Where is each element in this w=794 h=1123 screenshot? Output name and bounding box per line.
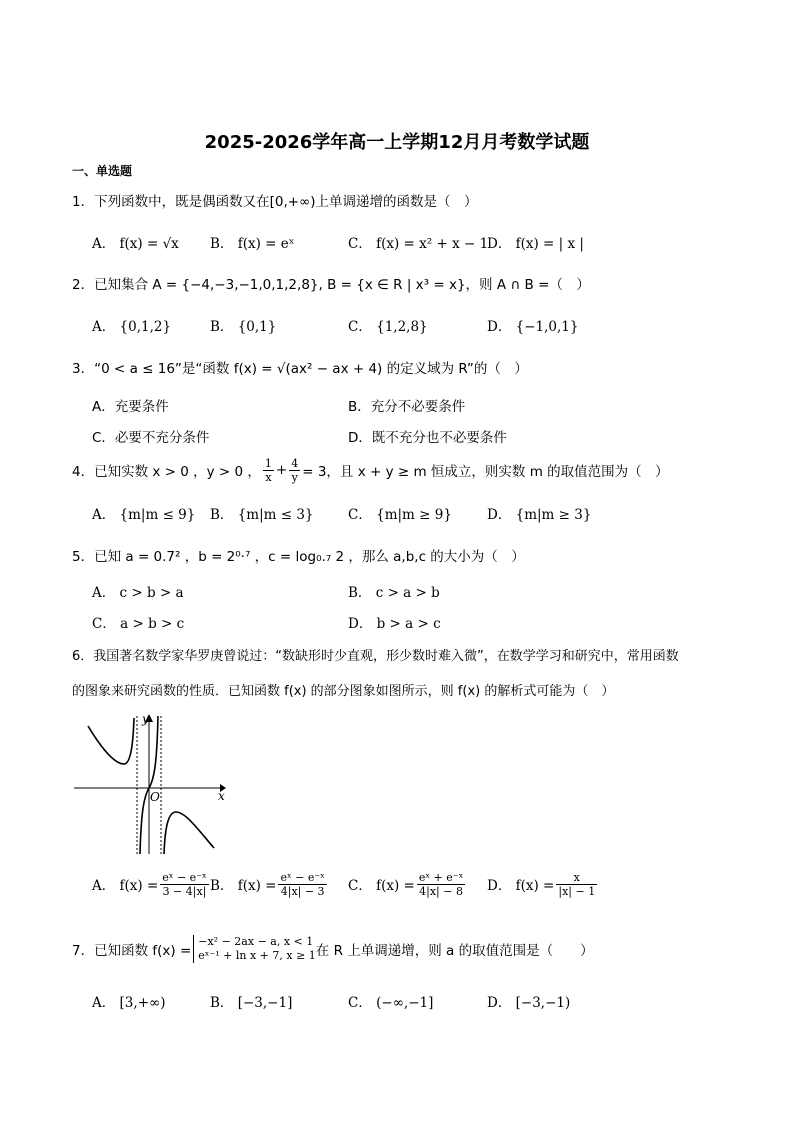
q4-option-a: A． {m|m ≤ 9} (92, 507, 196, 523)
question-6-line-2: 的图象来研究函数的性质．已知函数 f(x) 的部分图象如图所示，则 f(x) 的解析式可能为（ ） (72, 684, 615, 699)
x-axis-label: x (218, 789, 225, 803)
q1-option-b: B． f(x) = eˣ (210, 236, 295, 252)
q6-option-b-den: 4|x| − 3 (280, 884, 325, 898)
origin-label: O (150, 790, 160, 804)
q6-option-c-den: 4|x| − 8 (419, 884, 463, 898)
q6-option-d-num: x (556, 871, 597, 885)
q5-option-c: C． a > b > c (92, 616, 185, 632)
q4-option-d: D． {m|m ≥ 3} (487, 507, 592, 523)
q4-frac2-num: 4 (291, 456, 299, 470)
q1-option-c: C． f(x) = x² + x − 1 (348, 236, 489, 252)
curve-right-branch (164, 812, 214, 854)
q1-option-d: D． f(x) = | x | (487, 236, 584, 252)
q4-option-b: B． {m|m ≤ 3} (210, 507, 314, 523)
q3-option-d: D．既不充分也不必要条件 (348, 430, 507, 446)
q1-option-a: A． f(x) = √x (92, 236, 179, 252)
question-6-line-1: 6．我国著名数学家华罗庚曾说过：“数缺形时少直观，形少数时难入微”，在数学学习和研究中，常用函数 (72, 649, 679, 664)
q6-option-a-label: A． f(x) = (92, 878, 159, 894)
question-7-stem (72, 930, 594, 968)
q6-option-a-fraction (160, 871, 208, 898)
q6-option-c-fraction (417, 871, 465, 898)
q6-option-c-num: eˣ + e⁻ˣ (418, 870, 464, 884)
q4-frac2-den: y (291, 470, 298, 484)
q2-option-c: C． {1,2,8} (348, 319, 428, 335)
q5-option-d: D． b > a > c (348, 616, 441, 632)
section-heading: 一、单选题 (72, 164, 133, 178)
q6-option-a (92, 866, 211, 902)
q6-option-c (348, 866, 467, 902)
q6-option-b (210, 866, 329, 902)
q7-option-c: C． (−∞,−1] (348, 995, 434, 1011)
q3-option-b: B．充分不必要条件 (348, 399, 466, 415)
q4-frac1-num: 1 (264, 456, 272, 470)
q7-stem-end: 在 R 上单调递增，则 a 的取值范围是（ ） (315, 943, 594, 959)
q4-fraction-2 (289, 457, 300, 484)
q6-option-a-num: eˣ − e⁻ˣ (162, 870, 207, 884)
q4-frac1-den: x (265, 470, 272, 484)
q7-piecewise (193, 935, 316, 963)
q3-option-c: C．必要不充分条件 (92, 430, 210, 446)
question-1-stem: 1．下列函数中，既是偶函数又在[0,+∞)上单调递增的函数是（ ） (72, 194, 478, 210)
function-graph (70, 708, 230, 858)
q7-option-a: A． [3,+∞) (92, 995, 166, 1011)
q7-option-d: D． [−3,−1) (487, 995, 571, 1011)
q6-option-c-label: C． f(x) = (348, 878, 415, 894)
question-4-stem (72, 452, 669, 488)
q2-option-b: B． {0,1} (210, 319, 277, 335)
q6-option-d-fraction (556, 871, 597, 898)
q2-option-d: D． {−1,0,1} (487, 319, 579, 335)
question-5-stem: 5．已知 a = 0.7² ，b = 2⁰·⁷ ，c = log₀.₇ 2 ，那么 a,b,c 的大小为（ ） (72, 549, 525, 565)
q4-fraction-1 (263, 457, 274, 484)
question-2-stem: 2．已知集合 A = {−4,−3,−1,0,1,2,8}, B = {x ∈ R | x³ = x}，则 A ∩ B =（ ） (72, 277, 590, 293)
q3-option-a: A．充要条件 (92, 399, 169, 415)
question-3-stem: 3．“0 < a ≤ 16”是“函数 f(x) = √(ax² − ax + 4) 的定义域为 R”的（ ） (72, 361, 528, 377)
q6-option-d (487, 866, 599, 902)
q4-stem-end: = 3，且 x + y ≥ m 恒成立，则实数 m 的取值范围为（ ） (302, 464, 669, 480)
q6-option-b-label: B． f(x) = (210, 878, 277, 894)
q7-case-2: eˣ⁻¹ + ln x + 7, x ≥ 1 (198, 949, 316, 962)
curve-left-branch (88, 718, 134, 764)
q4-plus: + (275, 462, 288, 478)
q7-case-1: −x² − 2ax − a, x < 1 (198, 935, 314, 948)
q6-option-b-num: eˣ − e⁻ˣ (280, 870, 325, 884)
q4-option-c: C． {m|m ≥ 9} (348, 507, 452, 523)
q7-option-b: B． [−3,−1] (210, 995, 293, 1011)
y-axis-label: y (142, 712, 149, 726)
q5-option-a: A． c > b > a (92, 585, 184, 601)
q6-option-d-den: |x| − 1 (558, 884, 596, 898)
q4-stem-start: 4．已知实数 x > 0 ，y > 0 ， (72, 464, 261, 480)
q6-option-a-den: 3 − 4|x| (162, 884, 207, 898)
q5-option-b: B． c > a > b (348, 585, 440, 601)
q7-stem-start: 7．已知函数 f(x) = (72, 943, 192, 959)
q2-option-a: A． {0,1,2} (92, 319, 172, 335)
q6-option-d-label: D． f(x) = (487, 878, 555, 894)
q6-option-b-fraction (278, 871, 326, 898)
page-title: 2025-2026学年高一上学期12月月考数学试题 (204, 132, 590, 153)
